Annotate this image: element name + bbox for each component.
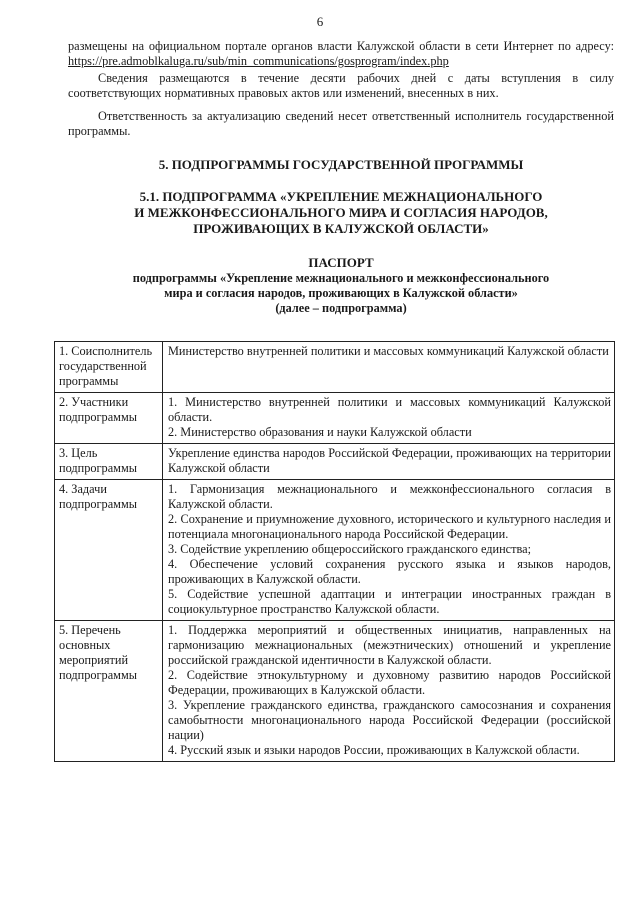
passport-subtitle-line-3: (далее – подпрограмма)	[275, 301, 407, 315]
table-row	[55, 342, 615, 393]
intro-paragraph-3: Ответственность за актуализацию сведений несет ответственный исполнитель государственной программы.	[68, 109, 614, 138]
row-label-co-executor: 1. Соисполнитель государственной программы	[55, 342, 163, 393]
list-item: 2. Содействие этнокультурному и духовному развитию народов Российской Федерации, проживающих в Калужской области.	[168, 668, 611, 697]
row-label-main-activities: 5. Перечень основных мероприятий подпрограммы	[55, 621, 163, 762]
intro-paragraph-1-text: размещены на официальном портале органов власти Калужской области в сети Интернет по адресу:	[68, 39, 614, 53]
subsection-title-line-3: ПРОЖИВАЮЩИХ В КАЛУЖСКОЙ ОБЛАСТИ»	[193, 221, 489, 236]
row-label-goal: 3. Цель подпрограммы	[55, 444, 163, 480]
section-title: 5. ПОДПРОГРАММЫ ГОСУДАРСТВЕННОЙ ПРОГРАММЫ	[158, 157, 524, 172]
table-row	[55, 480, 615, 621]
list-item: 4. Русский язык и языки народов России, проживающих в Калужской области.	[168, 743, 580, 757]
passport-title: ПАСПОРТ	[308, 255, 374, 270]
list-item: 1. Министерство внутренней политики и массовых коммуникаций Калужской области.	[168, 395, 611, 424]
table-row	[55, 393, 615, 444]
row-label-participants: 2. Участники подпрограммы	[55, 393, 163, 444]
table-row	[55, 444, 615, 480]
list-item: 1. Поддержка мероприятий и общественных инициатив, направленных на гармонизацию межнациональных (межэтнических) отношений и укрепление российской гражданской идентичности в Калужской области.	[168, 623, 611, 667]
row-content-tasks	[163, 480, 615, 621]
list-item: Укрепление единства народов Российской Федерации, проживающих на территории Калужской области	[168, 446, 611, 475]
list-item: 3. Укрепление гражданского единства, гражданского самосознания и сохранения самобытности многонационального народа Российской Федерации (российской нации)	[168, 698, 611, 742]
row-content-participants	[163, 393, 615, 444]
row-content-main-activities	[163, 621, 615, 762]
intro-paragraph-1	[68, 39, 614, 69]
page-number: 6	[316, 14, 324, 29]
program-portal-link[interactable]: https://pre.admoblkaluga.ru/sub/min_communications/gosprogram/index.php	[68, 54, 449, 68]
passport-subtitle-line-1: подпрограммы «Укрепление межнационального и межконфессионального	[132, 271, 550, 285]
list-item: 5. Содействие успешной адаптации и интеграции иностранных граждан в социокультурное пространство Калужской области.	[168, 587, 611, 616]
subsection-title-line-1: 5.1. ПОДПРОГРАММА «УКРЕПЛЕНИЕ МЕЖНАЦИОНАЛЬНОГО	[139, 189, 543, 204]
intro-paragraph-2: Сведения размещаются в течение десяти рабочих дней с даты вступления в силу соответствующих нормативных правовых актов или изменений, внесенных в них.	[68, 71, 614, 100]
subsection-title-line-2: И МЕЖКОНФЕССИОНАЛЬНОГО МИРА И СОГЛАСИЯ НАРОДОВ,	[134, 205, 548, 220]
list-item: 2. Сохранение и приумножение духовного, исторического и культурного наследия и потенциала многонационального народа Российской Федерации.	[168, 512, 611, 541]
passport-subtitle-line-2: мира и согласия народов, проживающих в Калужской области»	[164, 286, 518, 300]
subsection-title	[68, 189, 614, 237]
list-item: 2. Министерство образования и науки Калужской области	[168, 425, 472, 439]
passport-subtitle	[68, 271, 614, 316]
list-item: 3. Содействие укреплению общероссийского гражданского единства;	[168, 542, 532, 556]
row-content-co-executor	[163, 342, 615, 393]
list-item: Министерство внутренней политики и массовых коммуникаций Калужской области	[168, 344, 609, 358]
passport-table	[54, 341, 615, 762]
row-content-goal	[163, 444, 615, 480]
table-row	[55, 621, 615, 762]
list-item: 1. Гармонизация межнационального и межконфессионального согласия в Калужской области.	[168, 482, 611, 511]
row-label-tasks: 4. Задачи подпрограммы	[55, 480, 163, 621]
list-item: 4. Обеспечение условий сохранения русского языка и языков народов, проживающих в Калужской области.	[168, 557, 611, 586]
